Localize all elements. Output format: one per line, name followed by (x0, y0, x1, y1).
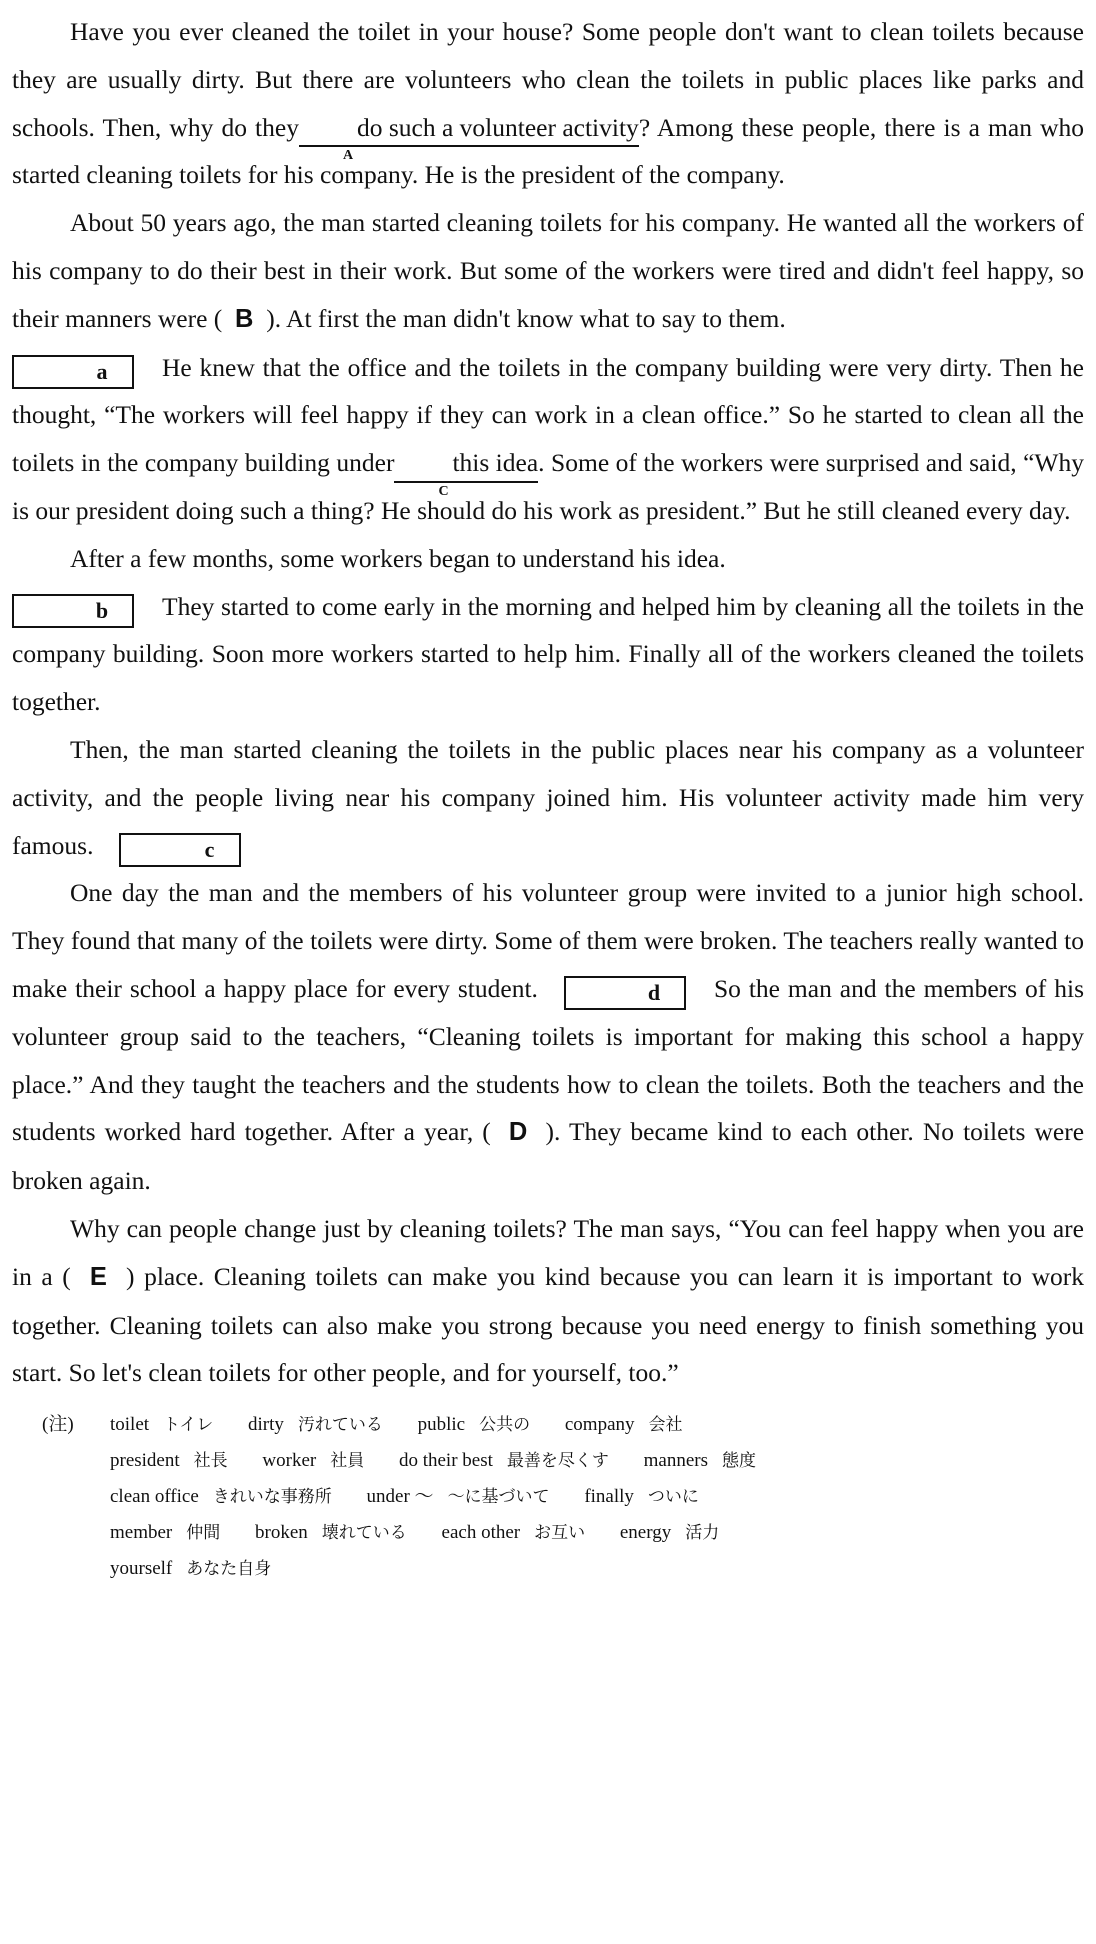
note-word: company (564, 1414, 635, 1436)
note-meaning: トイレ (163, 1415, 214, 1436)
note-item (644, 1443, 756, 1479)
p2-text-1: About 50 years ago, the man started cleaning toilets for his company. He wanted all the workers of his company to do their best in their work. But some of the workers were tired and didn't feel happy, so their manners were ( (12, 208, 1084, 333)
underline-a (299, 112, 639, 164)
underline-a-text: do such a volunteer activity (356, 112, 639, 142)
note-word: each other (441, 1522, 521, 1544)
blank-e (71, 1262, 126, 1291)
p3-text-2: They started to come early in the morning and helped him by cleaning all the toilets in the company building. Soon more workers started to help him. Finally all of the workers cleaned the toilets together. (12, 591, 1084, 717)
underline-c-text: this idea (452, 448, 539, 478)
note-item (620, 1515, 719, 1551)
note-item (248, 1407, 383, 1443)
p2-text-4: . Some of the workers were surprised and said, “Why is our president doing such a thing? He should do his work as president.” But he still cleaned every day. (12, 448, 1084, 525)
note-word: finally (584, 1486, 634, 1508)
note-item (110, 1515, 220, 1551)
note-word: manners (643, 1450, 709, 1472)
note-meaning: 態度 (722, 1451, 757, 1472)
note-item (442, 1515, 586, 1551)
p2-text-2: ). At first the man didn't know what to say to them. (266, 303, 786, 333)
p4-text-1: Then, the man started cleaning the toilets in the public places near his company as a volunteer activity, and the people living near his company joined him. His volunteer activity made him very famous. (12, 734, 1084, 860)
note-item (367, 1479, 550, 1515)
note-meaning: 活力 (685, 1523, 720, 1544)
note-meaning: ついに (647, 1487, 699, 1508)
gap-box-a: a (12, 355, 134, 389)
note-item (262, 1443, 364, 1479)
note-word: do their best (398, 1450, 493, 1472)
p6-text-1: Why can people change just by cleaning toilets? The man says, “You can feel happy when you are in a ( (12, 1213, 1084, 1291)
note-item (584, 1479, 699, 1515)
notes-label: (注) (42, 1414, 74, 1436)
note-word: clean office (110, 1486, 199, 1508)
p1-text-1: Have you ever cleaned the toilet in your house? Some people don't want to clean toilets because they are usually dirty. But there are volunteers who clean the toilets in public places like parks and schools. Then, why do they (12, 17, 1084, 142)
notes-list (110, 1407, 1084, 1587)
gap-box-d: d (564, 976, 686, 1010)
blank-e-label: E (89, 1262, 107, 1291)
note-item (110, 1443, 228, 1479)
note-item (110, 1479, 332, 1515)
note-word: energy (619, 1522, 672, 1544)
underline-c (394, 448, 539, 499)
note-word: president (110, 1450, 180, 1472)
note-item (418, 1407, 531, 1443)
gap-box-b: b (12, 594, 134, 628)
note-meaning: ～に基づいて (447, 1487, 550, 1508)
note-meaning: あなた自身 (186, 1559, 272, 1580)
vocabulary-notes (12, 1407, 1084, 1587)
paragraph-3 (12, 535, 1084, 726)
p5-text-1: One day the man and the members of his volunteer group were invited to a junior high school. They found that many of the toilets were dirty. Some of them were broken. The teachers really wanted to make their school a happy place for every student. (12, 878, 1084, 1003)
note-item (110, 1407, 213, 1443)
note-meaning: 仲間 (186, 1523, 221, 1544)
note-word: toilet (110, 1414, 150, 1436)
note-meaning: 壊れている (321, 1523, 407, 1544)
blank-b (222, 304, 266, 333)
note-item (255, 1515, 407, 1551)
note-word: member (110, 1522, 173, 1544)
note-meaning: 社長 (193, 1451, 228, 1472)
note-word: under ～ (366, 1486, 434, 1508)
note-word: yourself (110, 1558, 173, 1580)
gap-box-c: c (119, 833, 241, 867)
note-meaning: 公共の (479, 1415, 531, 1436)
paragraph-6 (12, 1205, 1084, 1397)
note-word: broken (255, 1522, 308, 1544)
p1-text-2: ? Among these people, there is a man who started cleaning toilets for his company. He is the president of the company. (12, 112, 1084, 190)
note-item (565, 1407, 683, 1443)
paragraph-4 (12, 726, 1084, 869)
p6-text-2: ) place. Cleaning toilets can make you kind because you can learn it is important to work together. Cleaning toilets can also make you strong because you need energy to finish something you start. So let's clean toilets for other people, and for yourself, too.” (12, 1261, 1085, 1388)
note-meaning: お互い (534, 1523, 586, 1544)
paragraph-5 (12, 869, 1084, 1205)
p5-text-3: ). They became kind to each other. No toilets were broken again. (12, 1117, 1085, 1196)
p2-text-3: He knew that the office and the toilets in the company building were very dirty. Then he thought, “The workers will feel happy if they can work in a clean office.” So he started to clean all the toilets in the company building under (12, 352, 1084, 478)
blank-d (491, 1117, 546, 1146)
reading-passage (12, 8, 1084, 1587)
note-word: public (417, 1414, 466, 1436)
paragraph-1 (12, 8, 1084, 199)
underline-a-label: A (342, 148, 354, 164)
note-item (399, 1443, 609, 1479)
note-word: dirty (247, 1414, 284, 1436)
note-meaning: 会社 (648, 1415, 683, 1436)
note-meaning: 汚れている (297, 1415, 383, 1436)
note-word: worker (262, 1450, 317, 1472)
note-item (110, 1551, 271, 1587)
note-meaning: きれいな事務所 (212, 1487, 332, 1508)
p3-text-1: After a few months, some workers began to understand his idea. (70, 543, 726, 573)
note-meaning: 最善を尽くす (506, 1451, 609, 1472)
underline-c-label: C (438, 483, 449, 499)
p5-text-2: So the man and the members of his volunteer group said to the teachers, “Cleaning toilets is important for making this school a happy place.” And they taught the teachers and the students how to clean the toilets. Both the teachers and the students worked hard together. After a year, ( (12, 973, 1084, 1147)
paragraph-2 (12, 199, 1084, 535)
note-meaning: 社員 (330, 1451, 365, 1472)
blank-b-label: B (235, 304, 254, 333)
blank-d-label: D (508, 1118, 528, 1147)
